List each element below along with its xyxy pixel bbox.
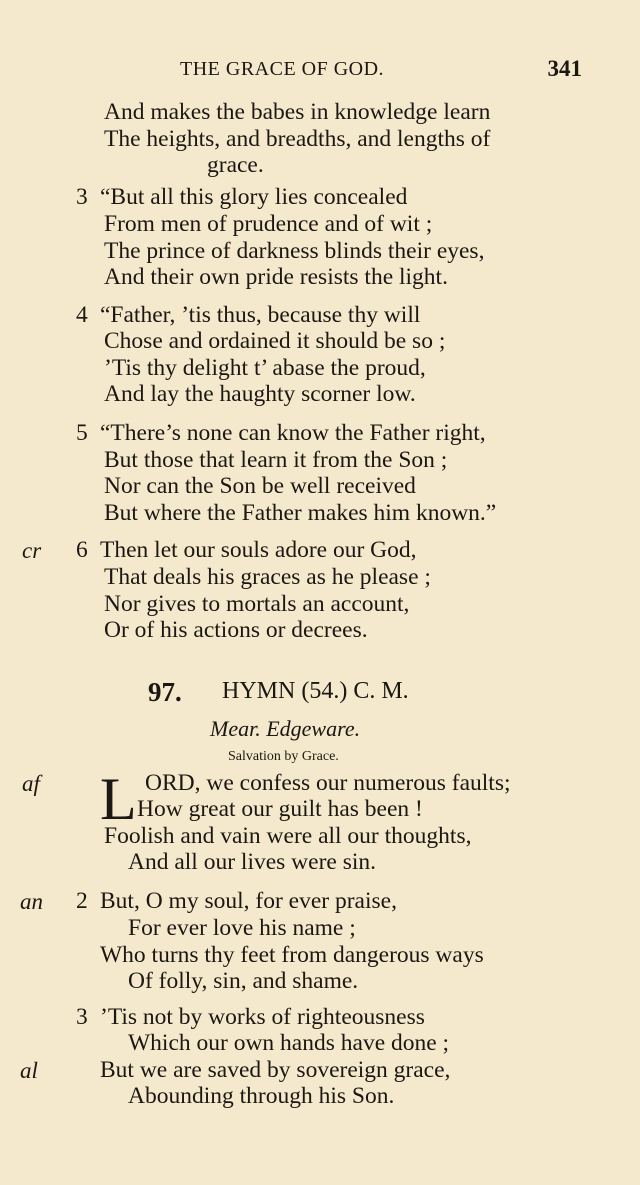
verse-line: “Father, ’tis thus, because thy will (100, 302, 421, 328)
verse-line: ORD, we confess our numerous faults; (145, 770, 511, 796)
stanza-number: 3 (76, 184, 88, 210)
verse-line: How great our guilt has been ! (137, 796, 423, 822)
verse-line: Of folly, sin, and shame. (128, 968, 359, 994)
stanza-number: 4 (76, 302, 88, 328)
stanza-number: 5 (76, 420, 88, 446)
verse-line: Or of his actions or decrees. (104, 617, 368, 643)
verse-line: The heights, and breadths, and lengths of (104, 126, 491, 152)
margin-mark: af (22, 771, 40, 796)
verse-line: grace. (207, 152, 264, 178)
running-header (0, 56, 640, 86)
page-number: 341 (547, 56, 582, 81)
drop-cap: L (100, 766, 137, 832)
hymn-number: 97. (148, 677, 182, 707)
verse-line: Then let our souls adore our God, (100, 537, 417, 563)
verse-line: Abounding through his Son. (128, 1083, 395, 1109)
verse-line: Which our own hands have done ; (128, 1030, 450, 1056)
verse-line: But those that learn it from the Son ; (104, 447, 448, 473)
verse-line: But we are saved by sovereign grace, (100, 1057, 451, 1083)
verse-line: But, O my soul, for ever praise, (100, 888, 397, 914)
hymn-title: HYMN (54.) C. M. (222, 678, 409, 704)
verse-line: And all our lives were sin. (128, 849, 377, 875)
hymn-subtitle: Salvation by Grace. (228, 749, 339, 764)
verse-line: ’Tis thy delight t’ abase the proud, (104, 355, 426, 381)
verse-line: Nor gives to mortals an account, (104, 591, 410, 617)
stanza-number: 6 (76, 537, 88, 563)
verse-line: Chose and ordained it should be so ; (104, 328, 446, 354)
verse-line: “There’s none can know the Father right, (100, 420, 486, 446)
margin-mark: cr (22, 538, 42, 563)
verse-line: And their own pride resists the light. (104, 264, 448, 290)
verse-line: And lay the haughty scorner low. (104, 381, 416, 407)
margin-mark: al (20, 1058, 38, 1083)
verse-line: The prince of darkness blinds their eyes, (104, 238, 485, 264)
tune-names: Mear. Edgeware. (210, 716, 361, 741)
verse-line: Who turns thy feet from dangerous ways (100, 942, 484, 968)
stanza-number: 3 (76, 1004, 88, 1030)
verse-line: From men of prudence and of wit ; (104, 211, 433, 237)
stanza-number: 2 (76, 888, 88, 914)
verse-line: But where the Father makes him known.” (104, 500, 497, 526)
verse-line: “But all this glory lies concealed (100, 184, 408, 210)
verse-line: That deals his graces as he please ; (104, 564, 431, 590)
verse-line: For ever love his name ; (128, 915, 356, 941)
verse-line: Foolish and vain were all our thoughts, (104, 823, 472, 849)
verse-line: Nor can the Son be well received (104, 473, 416, 499)
verse-line: ’Tis not by works of righteousness (100, 1004, 425, 1030)
verse-line: And makes the babes in knowledge learn (104, 99, 491, 125)
margin-mark: an (20, 889, 43, 914)
running-title: THE GRACE OF GOD. (180, 58, 385, 80)
